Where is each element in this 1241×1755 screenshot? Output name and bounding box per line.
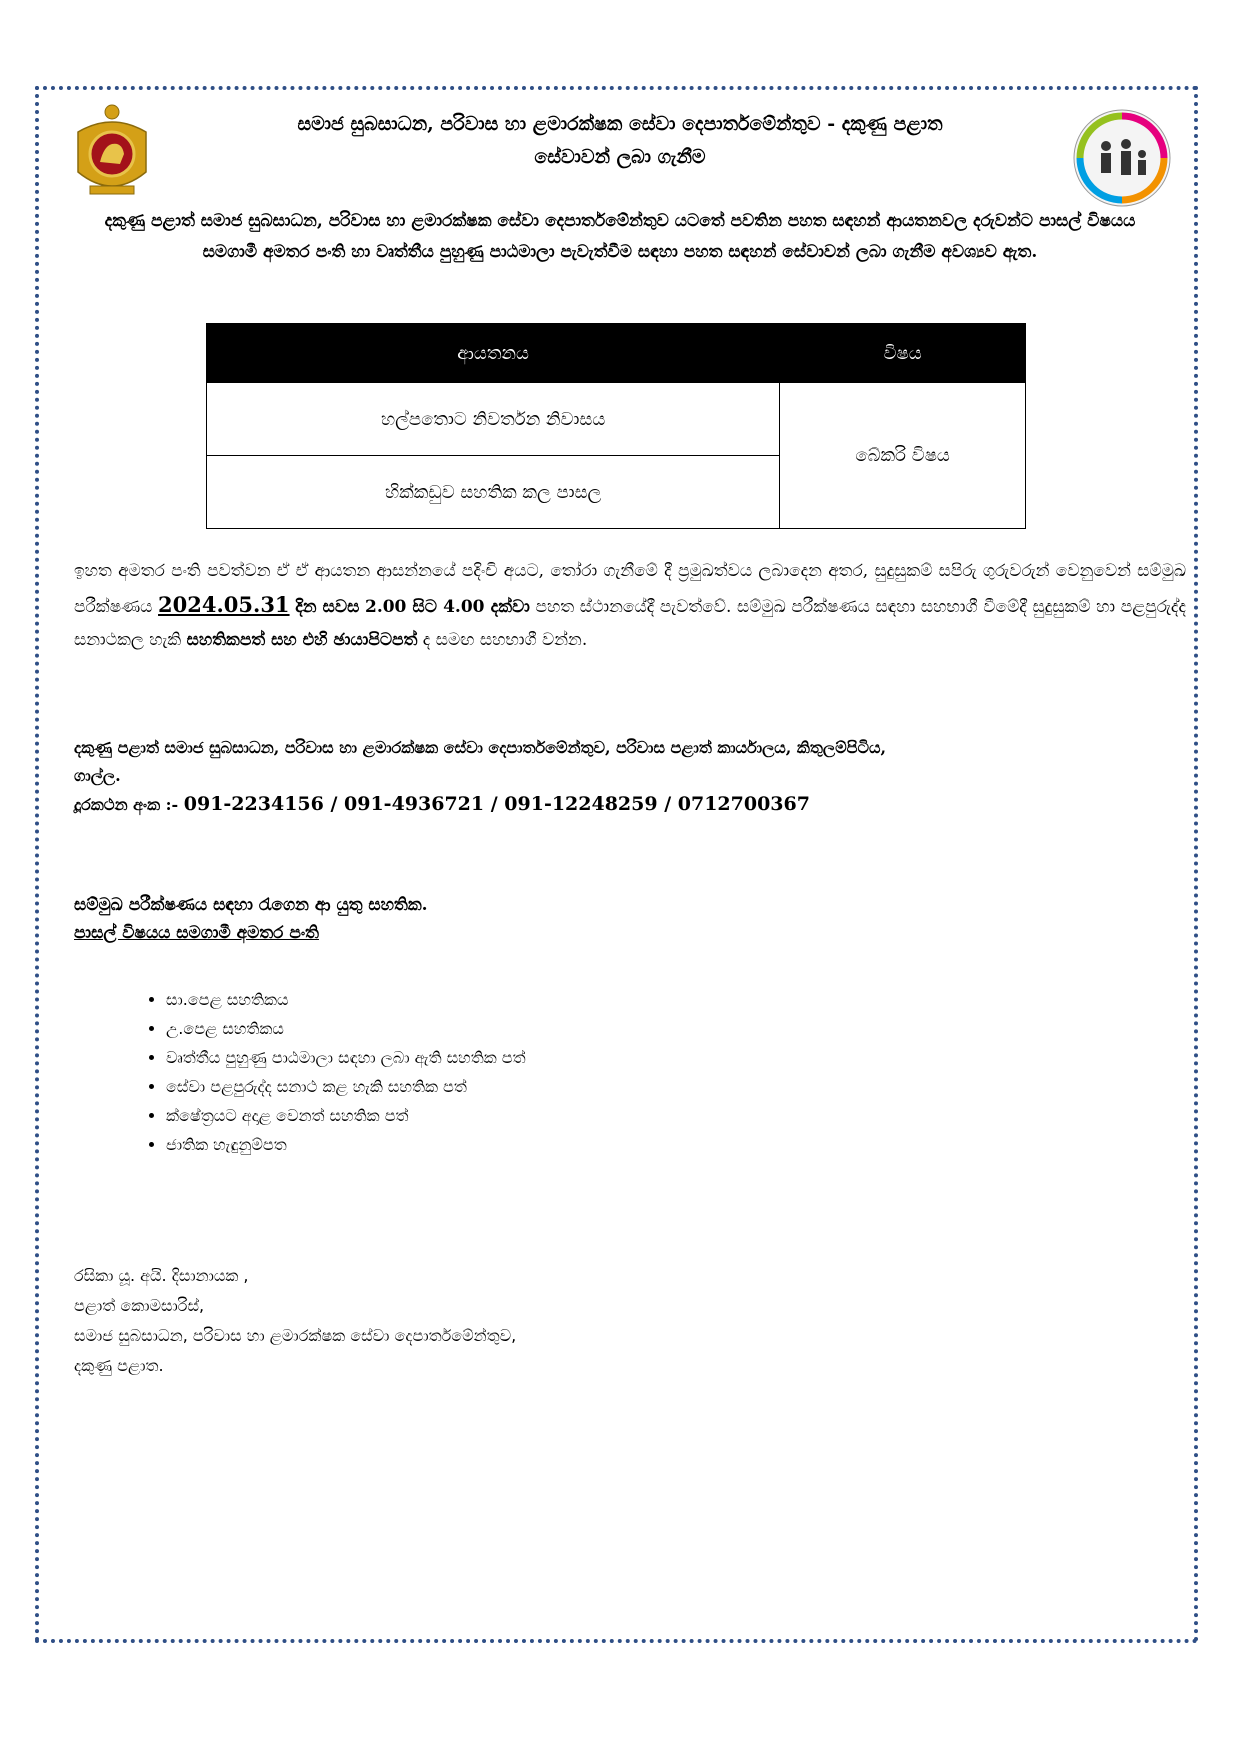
institution-cell: හල්පතොට නිවර්තන නිවාසය <box>207 383 780 456</box>
interview-time: 2.00 සිට 4.00 දක්වා <box>364 597 530 617</box>
requirements-heading <box>74 891 974 947</box>
list-item: • වෘත්තීය පුහුණු පාඨමාලා සඳහා ලබා ඇති සහතික පත් <box>166 1043 526 1072</box>
list-item: • සේවා පළපුරුද්ද සනාථ කළ හැකි සහතික පත් <box>166 1072 526 1101</box>
requirements-title: සම්මුඛ පරීක්ෂණය සඳහා රැගෙන ආ යුතු සහතික. <box>74 895 428 915</box>
address-city: ගාල්ල. <box>74 766 121 785</box>
list-item: • ක්ෂේත්‍රයට අදාළ වෙනත් සහතික පත් <box>166 1101 526 1130</box>
header-subtitle: සේවාවන් ලබා ගැනීම <box>534 146 706 168</box>
required-documents: සහතිකපත් සහ එහි ඡායාපිටපත් <box>186 630 418 650</box>
address-line: දකුණු පළාත් සමාජ සුබසාධන, පරිවාස හා ළමාරක්ෂක සේවා දෙපාර්තමේන්තුව, පරිවාස පළාත් කාර්යාලය, කිතුලම්පිටිය, <box>74 738 887 757</box>
list-item: • උ.පෙළ සහතිකය <box>166 1014 526 1043</box>
table-header-row <box>207 324 1026 383</box>
signature-block <box>74 1261 974 1381</box>
requirements-subtitle: පාසල් විෂයය සමගාමී අමතර පංති <box>74 923 319 943</box>
department-logo-icon <box>1070 106 1174 210</box>
list-item: • සා.පෙළ සහතිකය <box>166 985 526 1014</box>
phone-numbers: 091-2234156 / 091-4936721 / 091-12248259 / 0712700367 <box>183 793 810 815</box>
subject-cell: බේකරි විෂය <box>780 383 1026 529</box>
institutions-table <box>206 323 1026 529</box>
signatory-department: සමාජ සුබසාධන, පරිවාස හා ළමාරක්ෂක සේවා දෙපාර්තමේන්තුව, <box>74 1326 517 1345</box>
office-address <box>74 734 1174 819</box>
phone-label: දූරකථන අංක :- <box>74 795 179 814</box>
document-header <box>170 108 1070 174</box>
interview-notice: ඉහත අමතර පංති පවත්වන ඒ ඒ ආයතන ආසන්නයේ පදිංචි අයට, තෝරා ගැනීමේ දී ප්‍රමුඛත්වය ලබාදෙන අතර, සුදුසුකම් සපිරු ගුරුවරුන් වෙනුවෙන් සම්මුඛ පරීක්ෂණය 2024.05.31 දින සවස 2.00 සිට 4.00 දක්වා පහත ස්ථානයේදී පැවත්වේ. සම්මුඛ පරීක්ෂණය සඳහා සහභාගී වීමේදී සුදුසුකම් හා පළපුරුද්ද සනාථකල හැකි සහතිකපත් සහ එහි ඡායාපිටපත් ද සමඟ සහභාගී වන්න. <box>74 561 1187 650</box>
signatory-name: රසිකා යූ. අයි. දිසානායක , <box>74 1266 249 1285</box>
sri-lanka-emblem-icon <box>70 102 154 202</box>
phone-line <box>74 790 1174 819</box>
intro-paragraph: දකුණු පළාත් සමාජ සුබසාධන, පරිවාස හා ළමාරක්ෂක සේවා දෙපාර්තමේන්තුව යටතේ පවතින පහත සඳහන් ආයතනවල දරුවන්ට පාසල් විෂයය සමගාමී අමතර පංති හා වෘත්තීය පුහුණු පාඨමාලා පැවැත්වීම සඳහා පහත සඳහන් සේවාවන් ලබා ගැනීම අවශ්‍යව ඇත. <box>104 211 1136 262</box>
signatory-province: දකුණු පළාත. <box>74 1356 164 1375</box>
table-row <box>207 383 1026 456</box>
signatory-designation: පළාත් කොමසාරිස්, <box>74 1296 205 1315</box>
institution-cell: හික්කඩුව සහතික කල පාසල <box>207 456 780 529</box>
header-title: සමාජ සුබසාධන, පරිවාස හා ළමාරක්ෂක සේවා දෙපාර්තමේන්තුව - දකුණු පළාත <box>297 113 943 135</box>
certificate-list <box>128 985 526 1159</box>
list-item: • ජාතික හැඳුනුම්පත <box>166 1130 526 1159</box>
column-header-institution: ආයතනය <box>207 324 780 383</box>
page-border <box>35 86 1198 1643</box>
column-header-subject: විෂය <box>780 324 1026 383</box>
interview-date: 2024.05.31 <box>158 592 290 617</box>
